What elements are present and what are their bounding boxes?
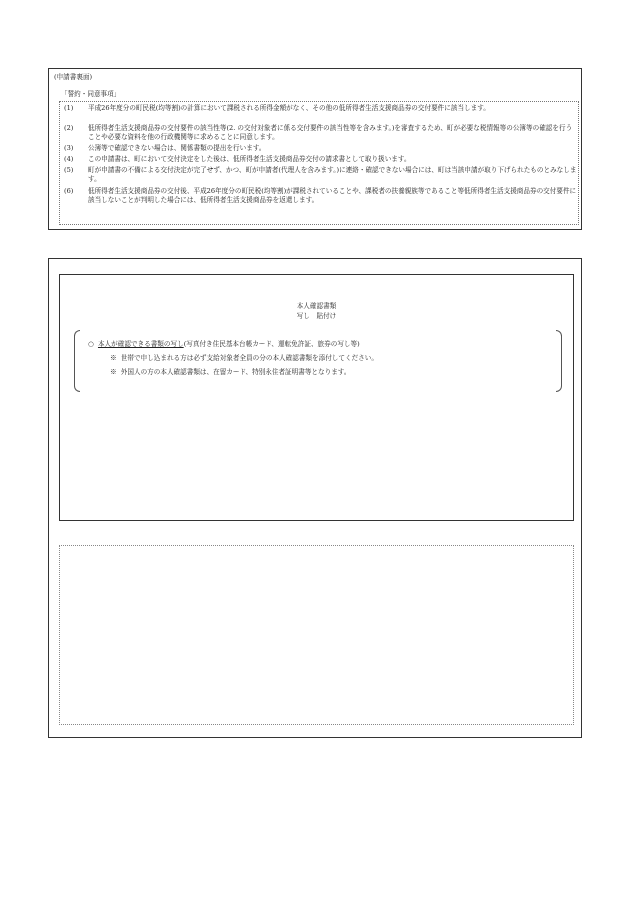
pledge-item-text: 町が申請書の不備による交付決定が完了せず、かつ、町が申請者(代理人を含みます。)に連絡・確認できない場合には、町は当該申請が取り下げられたものとみなします。	[88, 166, 577, 183]
id-document-attachment-box	[48, 258, 582, 738]
bracket-left	[74, 330, 80, 392]
pledge-item-text: 低所得者生活支援商品券の交付後、平成26年度分の町民税(均等割)が課税されていることや、課税者の扶養親族等であること等低所得者生活支援商品券の交付要件に該当しないことが判明した場合には、低所得者生活支援商品券を返還します。	[88, 187, 577, 204]
id-doc-note-1-text: 世帯で申し込まれる方は必ず支給対象者全員の分の本人確認書類を添付してください。	[120, 354, 378, 362]
pledge-heading: 「誓約・同意事項」	[61, 90, 121, 98]
pledge-item-text: この申請書は、町において交付決定をした後は、低所得者生活支援商品券交付の請求書として取り扱います。	[88, 155, 411, 163]
id-doc-subtitle: 写し 貼付け	[296, 312, 337, 320]
pledge-item-number: (3)	[64, 144, 74, 152]
pledge-item-number: (6)	[64, 187, 74, 195]
additional-paste-area	[59, 545, 574, 725]
pledge-item-text: 平成26年度分の町民税(均等割)の計算において課税される所得金額がなく、その他の低所得者生活支援商品券の交付要件に該当します。	[88, 104, 490, 112]
id-document-paste-area	[59, 274, 574, 521]
section-label: (申請書裏面)	[54, 73, 93, 81]
pledge-item-text: 低所得者生活支援商品券の交付要件の該当性等(2. の交付対象者に係る交付要件の該当性等を含みます。)を審査するため、町が必要な税情報等の公簿等の確認を行うことや必要な資料を他の行政機関等に求めることに同意します。	[88, 124, 573, 141]
pledge-item-number: (2)	[64, 124, 74, 132]
pledge-item-number: (4)	[64, 155, 74, 163]
bracket-right	[556, 330, 562, 392]
id-doc-main-line	[88, 340, 360, 349]
pledge-item-number: (5)	[64, 166, 74, 174]
id-doc-title: 本人確認書類	[296, 302, 337, 310]
id-doc-main-underlined: 本人が確認できる書類の写し	[97, 340, 184, 348]
bullet-icon: ○	[88, 340, 94, 348]
pledge-terms-list	[59, 101, 579, 225]
pledge-item-text: 公簿等で確認できない場合は、関係書類の提出を行います。	[88, 144, 266, 152]
id-doc-note-1	[110, 354, 378, 363]
id-doc-note-2	[110, 368, 350, 377]
id-doc-instructions	[74, 330, 562, 392]
note-mark-icon: ※	[110, 354, 117, 362]
id-doc-main-examples: (写真付き住民基本台帳カード、運転免許証、旅券の写し等)	[183, 340, 360, 348]
pledge-consent-box	[48, 68, 582, 230]
note-mark-icon: ※	[110, 368, 117, 376]
pledge-item-number: (1)	[64, 104, 74, 112]
id-doc-note-2-text: 外国人の方の本人確認書類は、在留カード、特別永住者証明書等となります。	[120, 368, 351, 376]
